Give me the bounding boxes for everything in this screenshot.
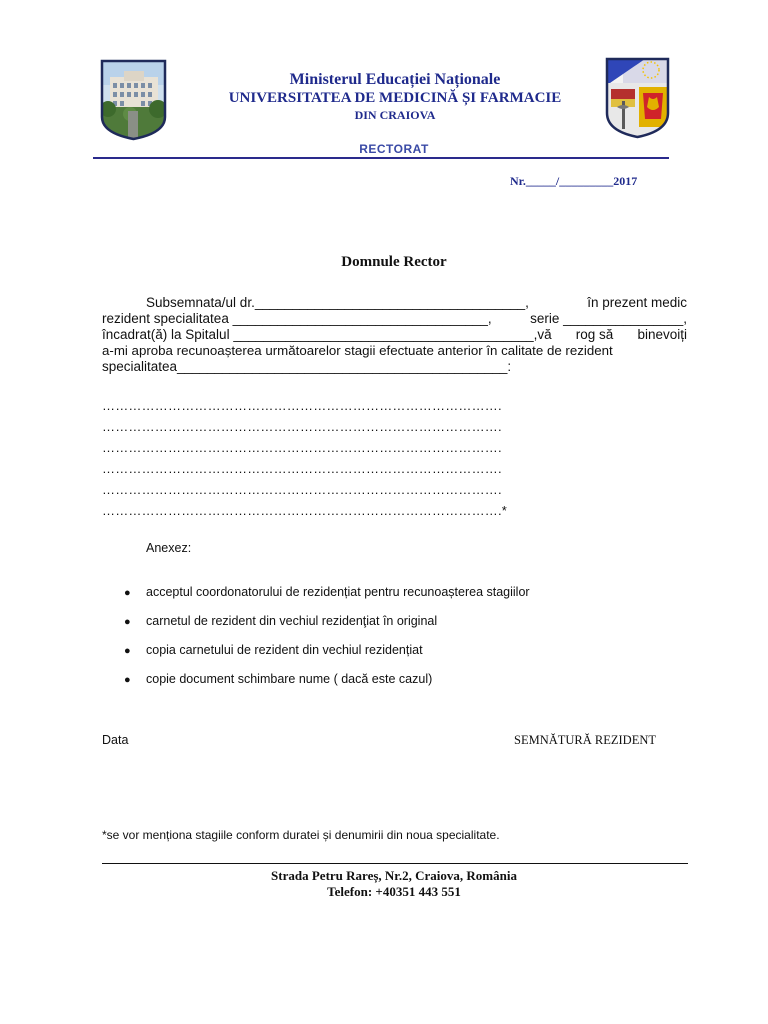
request-line-4: a-mi aproba recunoașterea următoarelor stagii efectuate anterior în calitate de rezident (102, 343, 613, 358)
header-divider (93, 157, 669, 159)
bullet-icon: ● (124, 616, 131, 628)
dotted-line: ………………………………………………………………………………. (102, 482, 502, 497)
request-line-1-left: Subsemnata/ul dr.____________________________________, (146, 295, 529, 310)
bullet-icon: ● (124, 674, 131, 686)
request-line-2-left: rezident specialitatea __________________________________, (102, 311, 492, 326)
request-line-1 (102, 295, 687, 311)
request-line-3-right: binevoiți (637, 327, 687, 342)
date-label: Data (102, 733, 129, 747)
annex-item: copia carnetului de rezident din vechiul rezidențiat (146, 643, 423, 657)
annex-item: copie document schimbare nume ( dacă este cazul) (146, 672, 433, 686)
bullet-icon: ● (124, 587, 131, 599)
university-building-logo (100, 59, 167, 141)
request-line-3 (102, 327, 687, 343)
coat-of-arms-logo (605, 57, 670, 139)
dotted-line: ………………………………………………………………………………. (102, 419, 502, 434)
request-line-3-left: încadrat(ă) la Spitalul ________________________________________,vă (102, 327, 552, 342)
university-city: DIN CRAIOVA (354, 108, 436, 122)
footer (0, 868, 768, 900)
dotted-line: ………………………………………………………………………………. (102, 440, 502, 455)
salutation: Domnule Rector (341, 254, 447, 270)
reference-number: Nr._____/_________2017 (510, 174, 638, 188)
ministry-name: Ministerul Educației Naționale (289, 71, 501, 88)
request-line-1-right: în prezent medic (587, 295, 687, 310)
footer-phone: Telefon: +40351 443 551 (327, 884, 461, 899)
request-line-3-mid: rog să (575, 327, 614, 342)
dotted-line: ……………………………………………………………………………….* (102, 503, 508, 518)
annex-label: Anexez: (146, 541, 192, 555)
header-titles (180, 70, 610, 123)
request-line-2-right: serie ________________, (530, 311, 687, 326)
dotted-line: ………………………………………………………………………………. (102, 398, 502, 413)
department-name: RECTORAT (359, 142, 429, 156)
footnote: *se vor menționa stagiile conform duratei și denumirii din noua specialitate. (102, 828, 500, 842)
signature-label: SEMNĂTURĂ REZIDENT (514, 733, 657, 747)
request-line-5: specialitatea____________________________________________: (102, 359, 512, 374)
request-line-2 (102, 311, 687, 327)
bullet-icon: ● (124, 645, 131, 657)
annex-item: acceptul coordonatorului de rezidențiat pentru recunoașterea stagiilor (146, 585, 530, 599)
footer-divider (102, 863, 688, 864)
annex-item: carnetul de rezident din vechiul rezidenţiat în original (146, 614, 438, 628)
footer-address: Strada Petru Rareș, Nr.2, Craiova, România (271, 868, 517, 883)
university-name: UNIVERSITATEA DE MEDICINĂ ȘI FARMACIE (228, 90, 562, 106)
dotted-line: ………………………………………………………………………………. (102, 461, 502, 476)
